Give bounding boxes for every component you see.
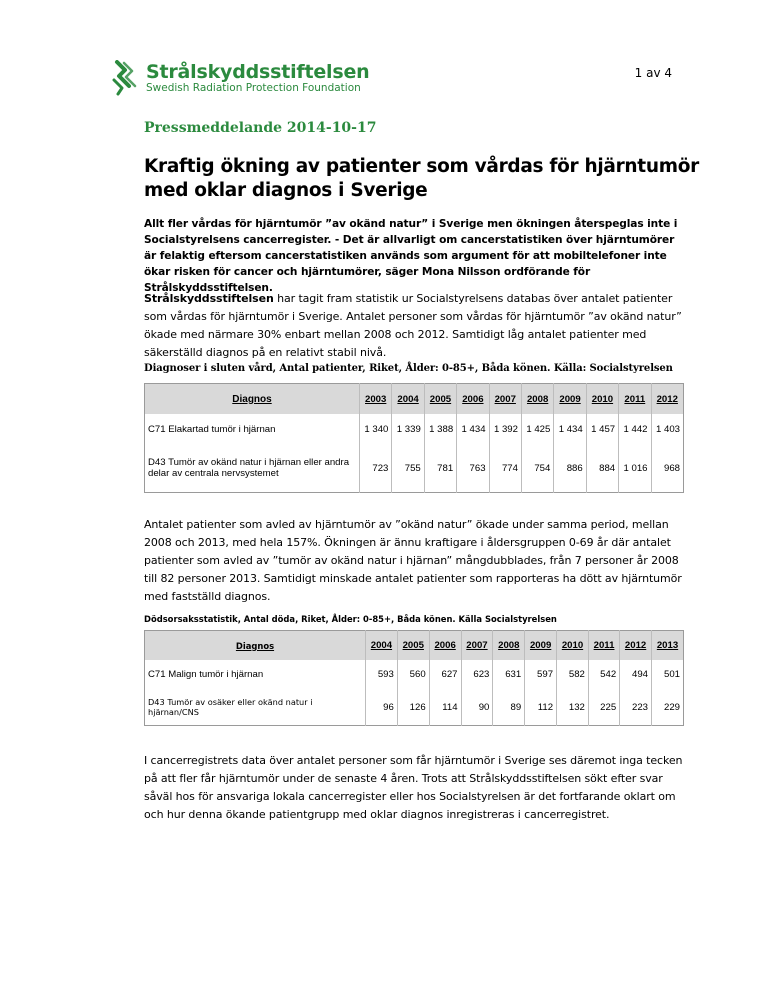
table-1-year: 2011: [619, 384, 651, 415]
logo-name: Strålskyddsstiftelsen: [146, 60, 370, 83]
page-number: 1 av 4: [634, 66, 672, 80]
table-cell: 754: [521, 444, 553, 493]
table-cell: 723: [360, 444, 392, 493]
table-cell: 1 457: [586, 414, 618, 444]
table-2: [144, 630, 684, 726]
table-2-year: 2007: [461, 631, 493, 661]
table-2-year: 2010: [557, 631, 589, 661]
paragraph-3: I cancerregistrets data över antalet personer som får hjärntumör i Sverige ses däremot inga tecken på att fler får hjärntumör under de senaste 4 åren. Trots att Strålskyddsstiftelsen sökt efter svar såväl hos för ansvariga lokala cancerregister eller hos Socialstyrelsen är det fortfarande oklart om och hur denna ökande patientgrupp med oklar diagnos inregistreras i cancerregistret.: [144, 754, 683, 821]
table-1-year: 2010: [586, 384, 618, 415]
table-1-header-row: [145, 384, 684, 415]
table-2-year: 2006: [429, 631, 461, 661]
page-title: Kraftig ökning av patienter som vårdas för hjärntumör med oklar diagnos i Sverige: [144, 156, 699, 201]
table-1-year: 2004: [392, 384, 424, 415]
paragraph-2: Antalet patienter som avled av hjärntumör av ”okänd natur” ökade under samma period, mellan 2008 och 2013, med hela 157%. Ökningen är ännu kraftigare i åldersgruppen 0-69 år där antalet patienter som avled av ”tumör av okänd natur i hjärnan” mångdubblades, från 7 personer år 2008 till 82 personer 2013. Samtidigt minskade antalet patienter som rapporteras ha dött av hjärntumör med fastställd diagnos.: [144, 518, 682, 603]
table-2-year: 2011: [588, 631, 619, 661]
table-1-year: 2003: [360, 384, 392, 415]
table-cell: 132: [557, 689, 589, 726]
table-2-year: 2004: [366, 631, 398, 661]
table-cell: 501: [663, 669, 680, 680]
table-row: [145, 444, 684, 493]
table-2-header-diagnos: Diagnos: [145, 631, 366, 661]
table-cell: 90: [461, 689, 493, 726]
table-cell: 1 340: [360, 414, 392, 444]
table-cell: 223: [620, 689, 652, 726]
table-cell: 89: [493, 689, 525, 726]
table-cell: 1 425: [521, 414, 553, 444]
table-2-year: 2012: [620, 631, 652, 661]
logo: [108, 60, 370, 96]
table-cell: 560: [397, 660, 429, 689]
press-release-label: Pressmeddelande 2014-10-17: [144, 120, 377, 136]
table-cell: 1 434: [457, 414, 489, 444]
table-1-year: 2006: [457, 384, 489, 415]
table-1-year: 2012: [651, 384, 683, 415]
table-cell: 1 403: [655, 423, 680, 435]
table-cell: 542: [588, 660, 619, 689]
lead-paragraph: Allt fler vårdas för hjärntumör ”av okänd natur” i Sverige men ökningen återspeglas inte i Socialstyrelsens cancerregister. - Det är allvarligt om cancerstatistiken över hjärntumörer är felaktig eftersom cancerstatistiken används som argument för att mobiltelefoner inte ökar risken för cancer och hjärntumörer, säger Mona Nilsson ordförande för Strålskyddsstiftelsen.: [144, 218, 678, 294]
table-cell: 96: [366, 689, 398, 726]
table-cell: 229: [663, 701, 680, 713]
table-cell: 763: [457, 444, 489, 493]
table-2-header-row: [145, 631, 684, 661]
table-row: [145, 660, 684, 689]
table-cell: 781: [424, 444, 456, 493]
table-cell: 1 392: [489, 414, 521, 444]
table-cell: 627: [429, 660, 461, 689]
paragraph-1-text: har tagit fram statistik ur Socialstyrelsens databas över antalet patienter som vårdas för hjärntumör i Sverige. Antalet personer som vårdas för hjärntumör ”av okänd natur” ökade med närmare 30% enbart mellan 2008 och 2012. Samtidigt låg antalet patienter med säkerställd diagnos på en relativt stabil nivå.: [144, 292, 682, 359]
table-cell: 582: [557, 660, 589, 689]
table-cell: 755: [392, 444, 424, 493]
table-1: [144, 383, 684, 493]
foundation-logo-icon: [108, 60, 138, 96]
table-cell: 1 339: [392, 414, 424, 444]
table-cell: 593: [366, 660, 398, 689]
table-cell: 774: [489, 444, 521, 493]
table-row: [145, 689, 684, 726]
table-2-year: 2009: [525, 631, 557, 661]
table-2-row-label: D43 Tumör av osäker eller okänd natur i hjärnan/CNS: [145, 689, 366, 726]
table-2-year: 2008: [493, 631, 525, 661]
table-1-year: 2008: [521, 384, 553, 415]
table-cell: 597: [525, 660, 557, 689]
table-cell: 494: [620, 660, 652, 689]
table-2-caption: Dödsorsaksstatistik, Antal döda, Riket, Ålder: 0-85+, Båda könen. Källa Socialstyrelsen: [144, 614, 557, 624]
table-cell: 631: [493, 660, 525, 689]
table-1-year: 2009: [554, 384, 586, 415]
paragraph-1-bold: Strålskyddsstiftelsen: [144, 292, 274, 305]
table-1-year: 2007: [489, 384, 521, 415]
table-cell: 114: [429, 689, 461, 726]
table-cell: 623: [461, 660, 493, 689]
table-2-year: 2005: [397, 631, 429, 661]
table-cell: 1 388: [424, 414, 456, 444]
table-cell: 1 442: [619, 414, 651, 444]
paragraph-1: [144, 290, 684, 362]
table-1-header-diagnos: Diagnos: [145, 384, 360, 415]
table-row: [145, 414, 684, 444]
table-cell: 884: [586, 444, 618, 493]
table-1-caption: Diagnoser i sluten vård, Antal patienter, Riket, Ålder: 0-85+, Båda könen. Källa: Socialstyrelsen: [144, 363, 673, 374]
table-cell: 1 016: [619, 444, 651, 493]
table-cell: 112: [525, 689, 557, 726]
table-cell: 225: [588, 689, 619, 726]
table-cell: 968: [663, 462, 680, 474]
logo-subtitle: Swedish Radiation Protection Foundation: [146, 81, 361, 94]
table-1-year: 2005: [424, 384, 456, 415]
table-2-row-label: C71 Malign tumör i hjärnan: [145, 660, 366, 689]
table-cell: 126: [397, 689, 429, 726]
table-2-year: 2013: [652, 631, 684, 661]
table-1-row-label: C71 Elakartad tumör i hjärnan: [145, 414, 360, 444]
table-cell: 1 434: [554, 414, 586, 444]
table-1-row-label: D43 Tumör av okänd natur i hjärnan eller andra delar av centrala nervsystemet: [145, 444, 360, 493]
table-cell: 886: [554, 444, 586, 493]
